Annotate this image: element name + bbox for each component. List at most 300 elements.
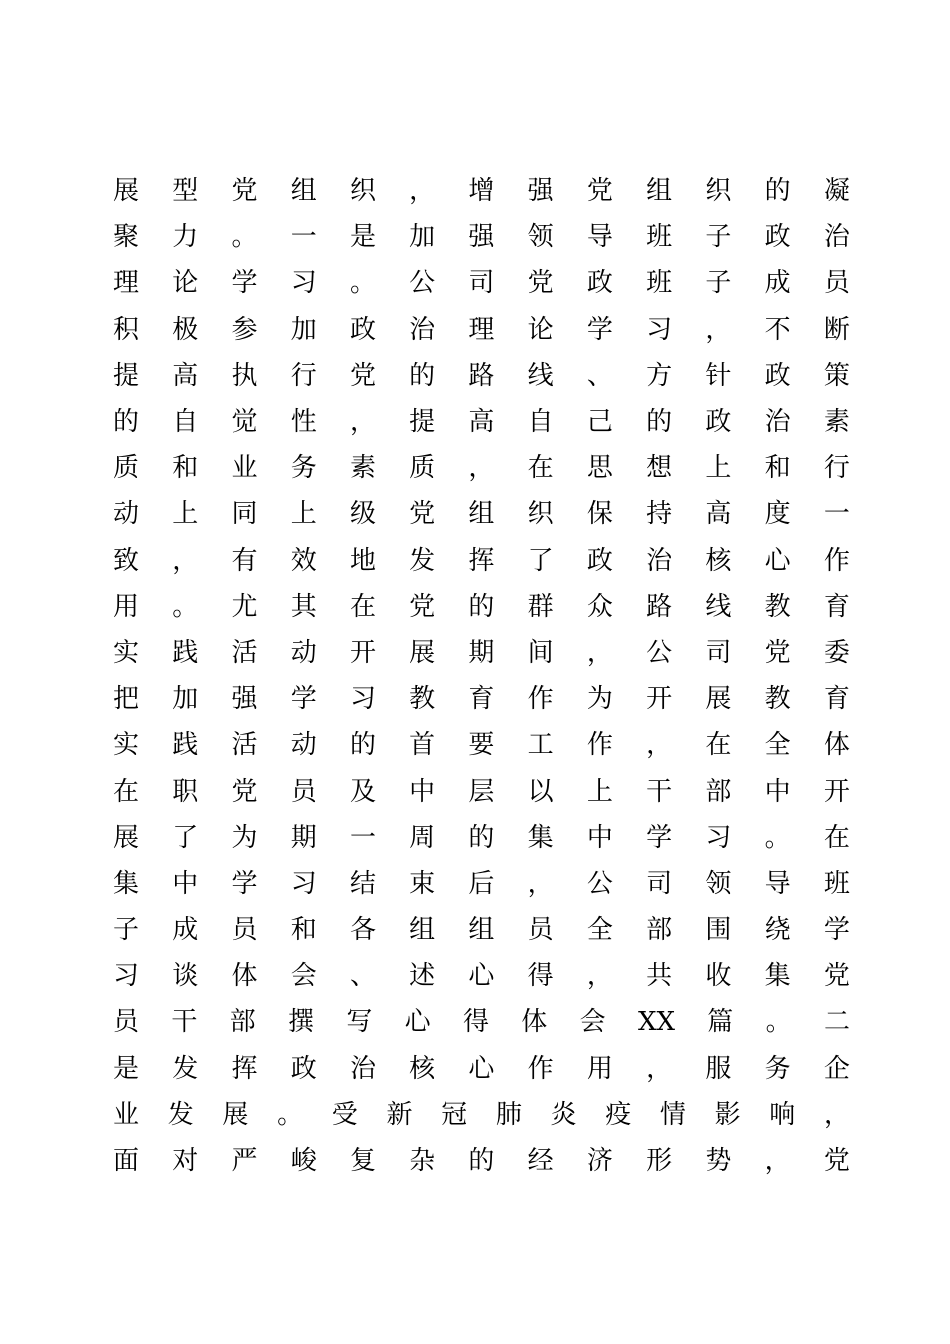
text-glyph: 。	[277, 1099, 304, 1130]
text-glyph: 杂	[409, 1146, 436, 1177]
text-glyph: 觉	[231, 407, 258, 438]
text-glyph: ，	[823, 1099, 850, 1130]
text-glyph: 级	[349, 499, 376, 530]
text-glyph: 绕	[764, 915, 791, 946]
text-glyph: 首	[409, 730, 436, 761]
text-glyph: 论	[172, 268, 199, 299]
text-glyph: 党	[586, 176, 613, 207]
text-line	[113, 1092, 850, 1138]
text-glyph: 体	[521, 1007, 548, 1038]
text-glyph: ，	[172, 545, 199, 576]
text-glyph: 中	[764, 776, 791, 807]
text-glyph: 肺	[495, 1099, 522, 1130]
text-glyph: 部	[705, 776, 732, 807]
text-line	[113, 630, 850, 676]
text-glyph: 性	[290, 407, 317, 438]
text-line	[113, 999, 850, 1045]
text-glyph: 育	[468, 684, 495, 715]
text-glyph: 断	[823, 314, 850, 345]
text-glyph: 教	[764, 684, 791, 715]
text-glyph: 保	[586, 499, 613, 530]
text-glyph: 行	[823, 453, 850, 484]
text-glyph: 。	[764, 822, 791, 853]
text-glyph: ，	[705, 314, 732, 345]
text-glyph: 线	[705, 591, 732, 622]
text-glyph: 结	[349, 868, 376, 899]
text-glyph: 展	[113, 822, 140, 853]
text-glyph: 谈	[172, 961, 199, 992]
text-glyph: 育	[823, 591, 850, 622]
text-glyph: 公	[646, 637, 673, 668]
text-glyph: 有	[231, 545, 258, 576]
text-glyph: 教	[764, 591, 791, 622]
text-glyph: 、	[586, 360, 613, 391]
text-glyph: 作	[527, 684, 554, 715]
text-glyph: 得	[462, 1007, 489, 1038]
text-glyph: 加	[290, 314, 317, 345]
text-glyph: 习	[113, 961, 140, 992]
text-line	[113, 260, 850, 306]
text-glyph: 、	[349, 961, 376, 992]
text-glyph: 司	[468, 268, 495, 299]
text-glyph: 强	[527, 176, 554, 207]
text-glyph: 治	[646, 545, 673, 576]
text-line	[113, 445, 850, 491]
text-glyph: 育	[823, 684, 850, 715]
text-glyph: 对	[172, 1146, 199, 1177]
text-glyph: 的	[468, 1146, 495, 1177]
text-glyph: 学	[231, 868, 258, 899]
text-glyph: 实	[113, 730, 140, 761]
text-glyph: 把	[113, 684, 140, 715]
text-glyph: 员	[113, 1007, 140, 1038]
text-glyph: XX	[637, 1007, 675, 1038]
text-line	[113, 584, 850, 630]
text-glyph: 一	[349, 822, 376, 853]
text-glyph: 尤	[231, 591, 258, 622]
text-glyph: 学	[231, 268, 258, 299]
text-glyph: 线	[527, 360, 554, 391]
text-line	[113, 491, 850, 537]
text-glyph: 众	[586, 591, 613, 622]
text-glyph: 子	[705, 268, 732, 299]
text-glyph: 积	[113, 314, 140, 345]
text-glyph: 冠	[441, 1099, 468, 1130]
text-glyph: 高	[705, 499, 732, 530]
text-glyph: 的	[468, 822, 495, 853]
text-glyph: 务	[764, 1053, 791, 1084]
text-glyph: 践	[172, 730, 199, 761]
text-glyph: 势	[705, 1146, 732, 1177]
text-glyph: 治	[409, 314, 436, 345]
text-glyph: 党	[409, 591, 436, 622]
text-glyph: 。	[349, 268, 376, 299]
text-glyph: 自	[527, 407, 554, 438]
text-glyph: 在	[527, 453, 554, 484]
text-glyph: 党	[527, 268, 554, 299]
text-glyph: 述	[409, 961, 436, 992]
text-glyph: 情	[659, 1099, 686, 1130]
text-glyph: 领	[527, 222, 554, 253]
body-text	[113, 168, 850, 1184]
text-line	[113, 676, 850, 722]
text-glyph: 高	[468, 407, 495, 438]
text-glyph: 路	[468, 360, 495, 391]
text-glyph: 强	[468, 222, 495, 253]
text-glyph: 了	[527, 545, 554, 576]
text-glyph: 展	[222, 1099, 249, 1130]
text-glyph: 凝	[823, 176, 850, 207]
text-glyph: 聚	[113, 222, 140, 253]
text-glyph: 思	[586, 453, 613, 484]
text-glyph: 。	[172, 591, 199, 622]
text-glyph: 展	[409, 637, 436, 668]
text-line	[113, 907, 850, 953]
text-glyph: 行	[290, 360, 317, 391]
text-glyph: 全	[586, 915, 613, 946]
text-glyph: 织	[527, 499, 554, 530]
text-glyph: 组	[646, 176, 673, 207]
text-glyph: 员	[823, 268, 850, 299]
text-glyph: 体	[231, 961, 258, 992]
text-glyph: 业	[231, 453, 258, 484]
text-glyph: 员	[231, 915, 258, 946]
text-glyph: 会	[579, 1007, 606, 1038]
text-glyph: 论	[527, 314, 554, 345]
text-glyph: 在	[349, 591, 376, 622]
text-glyph: 政	[705, 407, 732, 438]
text-glyph: 撰	[287, 1007, 314, 1038]
text-glyph: 践	[172, 637, 199, 668]
text-glyph: 党	[823, 961, 850, 992]
text-line	[113, 1138, 850, 1184]
text-glyph: 政	[349, 314, 376, 345]
text-glyph: 中	[172, 868, 199, 899]
text-glyph: 导	[586, 222, 613, 253]
text-line	[113, 1046, 850, 1092]
text-glyph: 活	[231, 637, 258, 668]
text-glyph: 展	[113, 176, 140, 207]
text-glyph: 组	[468, 915, 495, 946]
text-glyph: 领	[705, 868, 732, 899]
text-glyph: 高	[172, 360, 199, 391]
text-glyph: 核	[409, 1053, 436, 1084]
text-glyph: 执	[231, 360, 258, 391]
text-glyph: ，	[409, 176, 436, 207]
text-glyph: 经	[527, 1146, 554, 1177]
text-glyph: 委	[823, 637, 850, 668]
text-glyph: 组	[290, 176, 317, 207]
text-glyph: 学	[586, 314, 613, 345]
text-glyph: 己	[586, 407, 613, 438]
text-glyph: 加	[172, 684, 199, 715]
text-glyph: 以	[527, 776, 554, 807]
text-glyph: 习	[290, 868, 317, 899]
text-glyph: 集	[764, 961, 791, 992]
text-glyph: 想	[646, 453, 673, 484]
text-glyph: 会	[290, 961, 317, 992]
text-glyph: 。	[765, 1007, 792, 1038]
text-glyph: 开	[823, 776, 850, 807]
text-glyph: 针	[705, 360, 732, 391]
text-glyph: 效	[290, 545, 317, 576]
text-glyph: 为	[231, 822, 258, 853]
text-glyph: 司	[705, 637, 732, 668]
text-glyph: 及	[349, 776, 376, 807]
text-glyph: 作	[823, 545, 850, 576]
text-glyph: 班	[646, 222, 673, 253]
text-line	[113, 214, 850, 260]
text-glyph: 周	[409, 822, 436, 853]
text-glyph: 篇	[707, 1007, 734, 1038]
text-glyph: 动	[113, 499, 140, 530]
text-glyph: 体	[823, 730, 850, 761]
text-line	[113, 815, 850, 861]
text-glyph: 峻	[290, 1146, 317, 1177]
text-glyph: 中	[409, 776, 436, 807]
text-glyph: 在	[823, 822, 850, 853]
text-glyph: 理	[468, 314, 495, 345]
text-glyph: 期	[468, 637, 495, 668]
text-glyph: 作	[527, 1053, 554, 1084]
text-glyph: 束	[409, 868, 436, 899]
text-glyph: 织	[349, 176, 376, 207]
text-glyph: 干	[646, 776, 673, 807]
text-glyph: 的	[468, 591, 495, 622]
text-glyph: 参	[231, 314, 258, 345]
text-glyph: 党	[349, 360, 376, 391]
text-glyph: 部	[646, 915, 673, 946]
text-glyph: 二	[823, 1007, 850, 1038]
text-glyph: 上	[172, 499, 199, 530]
text-glyph: 共	[646, 961, 673, 992]
text-glyph: 写	[346, 1007, 373, 1038]
text-glyph: 子	[113, 915, 140, 946]
text-line	[113, 722, 850, 768]
text-glyph: 层	[468, 776, 495, 807]
text-glyph: 政	[290, 1053, 317, 1084]
text-glyph: 党	[764, 637, 791, 668]
text-glyph: 响	[769, 1099, 796, 1130]
text-glyph: 间	[527, 637, 554, 668]
text-glyph: 全	[764, 730, 791, 761]
text-glyph: ，	[527, 868, 554, 899]
text-glyph: 路	[646, 591, 673, 622]
text-glyph: 教	[409, 684, 436, 715]
text-glyph: ，	[764, 1146, 791, 1177]
text-glyph: 同	[231, 499, 258, 530]
text-glyph: 极	[172, 314, 199, 345]
text-glyph: 挥	[468, 545, 495, 576]
text-glyph: 要	[468, 730, 495, 761]
text-glyph: ，	[646, 730, 673, 761]
text-glyph: 和	[172, 453, 199, 484]
text-glyph: 习	[646, 314, 673, 345]
text-glyph: ，	[349, 407, 376, 438]
text-glyph: 增	[468, 176, 495, 207]
text-glyph: 济	[586, 1146, 613, 1177]
text-glyph: ，	[468, 453, 495, 484]
text-glyph: 提	[113, 360, 140, 391]
text-line	[113, 861, 850, 907]
text-glyph: 学	[290, 684, 317, 715]
text-glyph: 工	[527, 730, 554, 761]
text-glyph: 围	[705, 915, 732, 946]
text-glyph: 形	[646, 1146, 673, 1177]
text-glyph: 复	[349, 1146, 376, 1177]
text-glyph: 为	[586, 684, 613, 715]
text-glyph: 集	[113, 868, 140, 899]
text-glyph: 力	[172, 222, 199, 253]
text-glyph: 开	[646, 684, 673, 715]
text-glyph: 心	[764, 545, 791, 576]
text-glyph: 中	[586, 822, 613, 853]
text-glyph: 核	[705, 545, 732, 576]
text-glyph: 习	[349, 684, 376, 715]
text-glyph: 动	[290, 730, 317, 761]
text-glyph: 质	[113, 453, 140, 484]
text-glyph: 治	[349, 1053, 376, 1084]
text-glyph: 治	[823, 222, 850, 253]
text-glyph: 和	[290, 915, 317, 946]
text-glyph: 集	[527, 822, 554, 853]
text-glyph: 型	[172, 176, 199, 207]
text-glyph: 司	[646, 868, 673, 899]
text-glyph: 公	[586, 868, 613, 899]
text-glyph: 上	[290, 499, 317, 530]
text-glyph: 干	[171, 1007, 198, 1038]
text-glyph: 的	[409, 360, 436, 391]
text-glyph: 公	[409, 268, 436, 299]
text-glyph: 不	[764, 314, 791, 345]
text-glyph: 子	[705, 222, 732, 253]
text-glyph: 学	[823, 915, 850, 946]
text-glyph: 动	[290, 637, 317, 668]
text-glyph: 致	[113, 545, 140, 576]
text-line	[113, 353, 850, 399]
text-glyph: 党	[409, 499, 436, 530]
text-glyph: 炎	[550, 1099, 577, 1130]
text-glyph: 挥	[231, 1053, 258, 1084]
text-glyph: 开	[349, 637, 376, 668]
text-glyph: 组	[409, 915, 436, 946]
text-glyph: 期	[290, 822, 317, 853]
text-glyph: 新	[386, 1099, 413, 1130]
text-glyph: 上	[586, 776, 613, 807]
text-glyph: 策	[823, 360, 850, 391]
text-glyph: 面	[113, 1146, 140, 1177]
text-glyph: 素	[349, 453, 376, 484]
text-glyph: 心	[468, 1053, 495, 1084]
text-line	[113, 307, 850, 353]
text-glyph: 员	[527, 915, 554, 946]
text-glyph: 群	[527, 591, 554, 622]
text-glyph: 活	[231, 730, 258, 761]
text-glyph: 展	[705, 684, 732, 715]
text-glyph: 方	[646, 360, 673, 391]
text-glyph: 度	[764, 499, 791, 530]
text-glyph: 实	[113, 637, 140, 668]
text-glyph: 习	[705, 822, 732, 853]
text-glyph: 发	[409, 545, 436, 576]
text-glyph: 是	[349, 222, 376, 253]
text-glyph: 政	[764, 222, 791, 253]
text-glyph: 服	[705, 1053, 732, 1084]
text-glyph: 用	[113, 591, 140, 622]
text-glyph: 治	[764, 407, 791, 438]
text-glyph: 严	[231, 1146, 258, 1177]
text-glyph: 各	[349, 915, 376, 946]
text-glyph: 上	[705, 453, 732, 484]
text-glyph: 自	[172, 407, 199, 438]
text-glyph: ，	[586, 961, 613, 992]
text-glyph: 素	[823, 407, 850, 438]
text-glyph: 成	[764, 268, 791, 299]
text-glyph: 在	[705, 730, 732, 761]
text-glyph: 导	[764, 868, 791, 899]
text-glyph: 政	[764, 360, 791, 391]
text-glyph: 强	[231, 684, 258, 715]
text-glyph: ，	[646, 1053, 673, 1084]
text-glyph: 加	[409, 222, 436, 253]
text-line	[113, 953, 850, 999]
text-glyph: 的	[764, 176, 791, 207]
text-glyph: 的	[349, 730, 376, 761]
text-glyph: 后	[468, 868, 495, 899]
text-glyph: 理	[113, 268, 140, 299]
text-glyph: 。	[231, 222, 258, 253]
text-glyph: 习	[290, 268, 317, 299]
text-glyph: 心	[468, 961, 495, 992]
text-glyph: 质	[409, 453, 436, 484]
text-glyph: 的	[113, 407, 140, 438]
text-glyph: 心	[404, 1007, 431, 1038]
text-glyph: 组	[468, 499, 495, 530]
text-glyph: 作	[586, 730, 613, 761]
text-glyph: 一	[290, 222, 317, 253]
text-glyph: 是	[113, 1053, 140, 1084]
text-glyph: ，	[586, 637, 613, 668]
text-line	[113, 399, 850, 445]
text-glyph: 影	[714, 1099, 741, 1130]
text-glyph: 在	[113, 776, 140, 807]
text-glyph: 提	[409, 407, 436, 438]
text-glyph: 其	[290, 591, 317, 622]
text-glyph: 了	[172, 822, 199, 853]
text-glyph: 班	[823, 868, 850, 899]
text-glyph: 发	[167, 1099, 194, 1130]
text-glyph: 用	[586, 1053, 613, 1084]
text-glyph: 政	[586, 268, 613, 299]
text-glyph: 职	[172, 776, 199, 807]
text-glyph: 政	[586, 545, 613, 576]
text-glyph: 党	[823, 1146, 850, 1177]
text-glyph: 受	[331, 1099, 358, 1130]
text-glyph: 得	[527, 961, 554, 992]
text-glyph: 收	[705, 961, 732, 992]
text-glyph: 一	[823, 499, 850, 530]
text-glyph: 员	[290, 776, 317, 807]
text-glyph: 企	[823, 1053, 850, 1084]
text-line	[113, 768, 850, 814]
text-glyph: 务	[290, 453, 317, 484]
text-glyph: 地	[349, 545, 376, 576]
text-glyph: 业	[113, 1099, 140, 1130]
text-glyph: 班	[646, 268, 673, 299]
text-glyph: 的	[646, 407, 673, 438]
text-glyph: 学	[646, 822, 673, 853]
text-glyph: 发	[172, 1053, 199, 1084]
